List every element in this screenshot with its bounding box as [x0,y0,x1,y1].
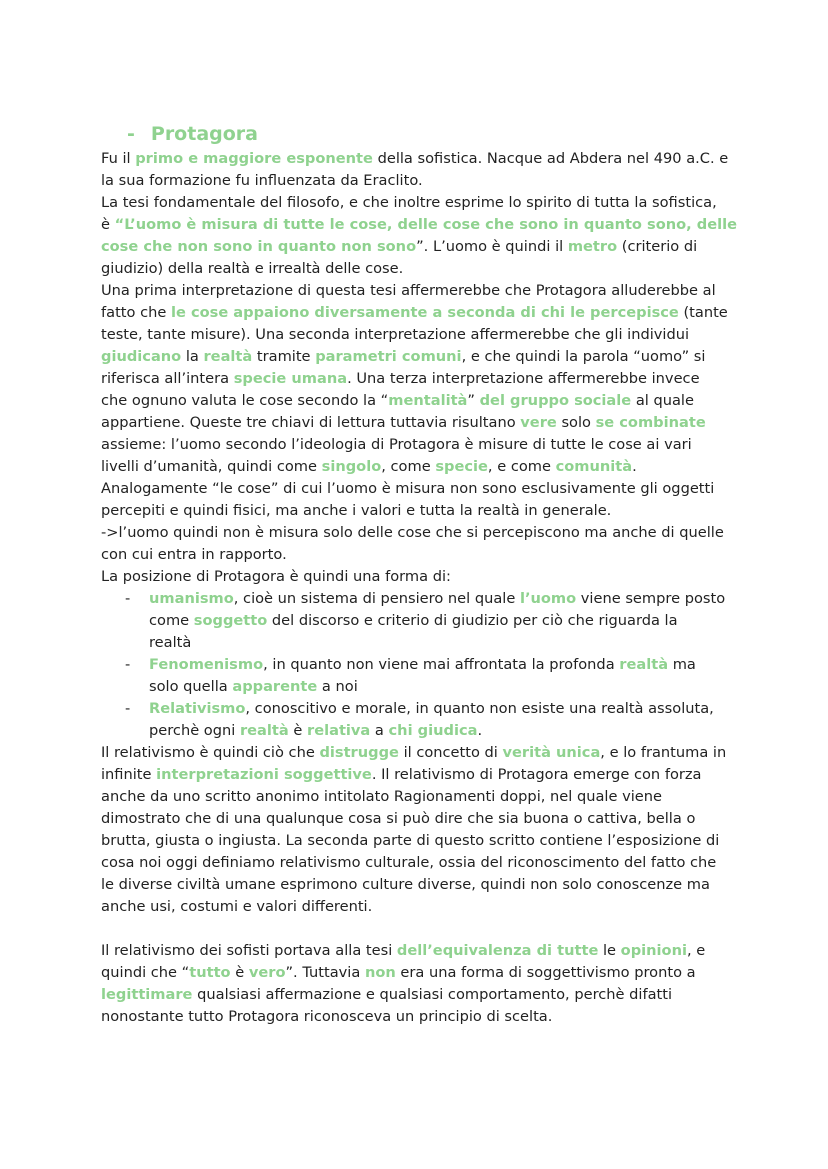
highlight-text: specie [435,458,488,475]
bullet-dash: - [125,700,131,717]
text-run: fatto che [101,304,171,321]
text-line [149,676,358,698]
highlight-text: vere [520,414,557,431]
text-run: è [230,964,249,981]
highlight-text: verità unica [502,744,601,761]
highlight-text: distrugge [319,744,399,761]
text-line [149,610,678,632]
highlight-text: mentalità [388,392,468,409]
highlight-text: vero [248,964,286,981]
text-line [101,170,423,192]
bullet-dash: - [125,656,131,673]
text-run: a [370,722,389,739]
text-run: La posizione di Protagora è quindi una forma di: [101,568,451,585]
highlight-text: apparente [232,678,318,695]
text-run: viene sempre posto [576,590,726,607]
text-run: a noi [317,678,358,695]
highlight-text: chi giudica [388,722,478,739]
text-line [101,236,697,258]
text-run: il concetto di [398,744,503,761]
text-run: tramite [252,348,316,365]
text-line [101,852,716,874]
text-line [101,368,700,390]
text-run: è [101,216,115,233]
text-run: , come [381,458,436,475]
highlight-text: realtà [239,722,289,739]
text-line [101,280,716,302]
text-run: giudizio) della realtà e irrealtà delle cose. [101,260,404,277]
text-line [101,896,372,918]
text-run: (tante [678,304,728,321]
highlight-text: specie umana [233,370,348,387]
text-run: che ognuno valuta le cose secondo la “ [101,392,389,409]
text-line [101,962,696,984]
text-run: la [181,348,204,365]
text-run: , e [686,942,706,959]
text-line [101,544,287,566]
text-run: anche usi, costumi e valori differenti. [101,898,373,915]
text-run: , e che quindi la parola “uomo” si [461,348,706,365]
text-line [101,808,695,830]
highlight-text: singolo [321,458,382,475]
text-run: nonostante tutto Protagora riconosceva un principio di scelta. [101,1008,553,1025]
text-run: . Una terza interpretazione affermerebbe invece [347,370,700,387]
text-run: ”. Tuttavia [285,964,365,981]
text-run: percepiti e quindi fisici, ma anche i valori e tutta la realtà in generale. [101,502,612,519]
text-run: , e come [487,458,556,475]
text-run: , in quanto non viene mai affrontata la profonda [263,656,620,673]
text-run: del discorso e criterio di giudizio per ciò che riguarda la [267,612,678,629]
highlight-text: Fenomenismo [149,656,264,673]
highlight-text: realtà [203,348,253,365]
text-run: quindi che “ [101,964,190,981]
title-dash: - [127,123,135,145]
text-line [101,830,719,852]
text-line [101,764,702,786]
text-line [101,478,714,500]
highlight-text: se combinate [595,414,706,431]
text-run: . [477,722,483,739]
highlight-text: umanismo [149,590,234,607]
text-run: ” [467,392,480,409]
text-run: La tesi fondamentale del filosofo, e che inoltre esprime lo spirito di tutta la sofistica, [101,194,717,211]
text-line [149,698,714,720]
text-run: , cioè un sistema di pensiero nel quale [233,590,520,607]
text-line [101,1006,552,1028]
highlight-text: non [364,964,396,981]
highlight-text: dell’equivalenza di tutte [396,942,599,959]
text-run: con cui entra in rapporto. [101,546,287,563]
text-line [101,214,737,236]
highlight-text: comunità [555,458,633,475]
title-text: Protagora [150,123,258,145]
text-run: le [598,942,621,959]
text-run: teste, tante misure). Una seconda interpretazione affermerebbe che gli individui [101,326,690,343]
text-run: le diverse civiltà umane esprimono culture diverse, quindi non solo conoscenze ma [101,876,710,893]
highlight-text: relativa [307,722,371,739]
highlight-text: del gruppo sociale [479,392,632,409]
text-line [101,390,694,412]
text-run: . [632,458,637,475]
highlight-text: Relativismo [149,700,246,717]
section-title [127,123,258,145]
text-line [101,324,689,346]
text-line [101,192,717,214]
text-run: ”. L’uomo è quindi il [416,238,568,255]
highlight-text: l’uomo [519,590,577,607]
highlight-text: “L’uomo è misura di tutte le cose, delle cose che sono in quanto sono, delle [114,216,738,233]
text-run: Una prima interpretazione di questa tesi affermerebbe che Protagora alluderebbe al [101,282,716,299]
text-run: assieme: l’uomo secondo l’ideologia di Protagora è misure di tutte le cose ai vari [101,436,692,453]
text-run: solo quella [149,678,233,695]
text-line [101,346,705,368]
text-line [101,984,672,1006]
text-run: era una forma di soggettivismo pronto a [395,964,696,981]
highlight-text: metro [567,238,618,255]
text-run: la sua formazione fu influenzata da Eraclito. [101,172,423,189]
text-run: Il relativismo è quindi ciò che [101,744,320,761]
highlight-text: interpretazioni soggettive [156,766,372,783]
text-line [149,654,696,676]
highlight-text: realtà [619,656,669,673]
text-line [149,588,725,610]
text-run: ->l’uomo quindi non è misura solo delle cose che si percepiscono ma anche di quelle [101,524,724,541]
text-run: qualsiasi affermazione e qualsiasi comportamento, perchè difatti [192,986,673,1003]
text-run: della sofistica. Nacque ad Abdera nel 490 a.C. e [372,150,729,167]
highlight-text: le cose appaiono diversamente a seconda di chi le percepisce [170,304,679,321]
text-line [101,566,451,588]
text-line [101,786,662,808]
highlight-text: primo e maggiore esponente [135,150,373,167]
text-line [101,456,637,478]
text-run: realtà [149,634,192,651]
text-run: anche da uno scritto anonimo intitolato Ragionamenti doppi, nel quale viene [101,788,662,805]
highlight-text: giudicano [101,348,182,365]
text-line [149,632,191,654]
highlight-text: legittimare [101,986,193,1003]
text-run: è [288,722,307,739]
text-line [101,434,692,456]
text-run: perchè ogni [149,722,240,739]
text-run: Fu il [101,150,136,167]
text-run: infinite [101,766,157,783]
text-line [101,500,611,522]
text-line [101,412,706,434]
text-run: dimostrato che di una qualunque cosa si può dire che sia buona o cattiva, bella o [101,810,696,827]
text-line [101,148,728,170]
text-run: (criterio di [617,238,698,255]
text-run: appartiene. Queste tre chiavi di lettura tuttavia risultano [101,414,521,431]
text-line [101,522,724,544]
highlight-text: soggetto [193,612,268,629]
text-run: , conoscitivo e morale, in quanto non esiste una realtà assoluta, [245,700,714,717]
highlight-text: parametri comuni [315,348,462,365]
text-line [101,258,403,280]
text-line [149,720,482,742]
text-run: come [149,612,194,629]
text-run: ma [668,656,696,673]
text-run: cosa noi oggi definiamo relativismo culturale, ossia del riconoscimento del fatto che [101,854,717,871]
text-run: Il relativismo dei sofisti portava alla tesi [101,942,397,959]
highlight-text: cose che non sono in quanto non sono [101,238,417,255]
text-line [101,874,710,896]
text-run: solo [556,414,596,431]
text-line [101,302,728,324]
text-run: riferisca all’intera [101,370,234,387]
text-run: brutta, giusta o ingiusta. La seconda parte di questo scritto contiene l’esposizione di [101,832,720,849]
text-run: Analogamente “le cose” di cui l’uomo è misura non sono esclusivamente gli oggetti [101,480,715,497]
bullet-dash: - [125,590,131,607]
text-run: livelli d’umanità, quindi come [101,458,322,475]
text-line [101,742,726,764]
text-run: al quale [631,392,694,409]
text-run: . Il relativismo di Protagora emerge con forza [371,766,702,783]
text-run: , e lo frantuma in [600,744,727,761]
highlight-text: tutto [189,964,231,981]
text-line [101,940,705,962]
highlight-text: opinioni [620,942,687,959]
